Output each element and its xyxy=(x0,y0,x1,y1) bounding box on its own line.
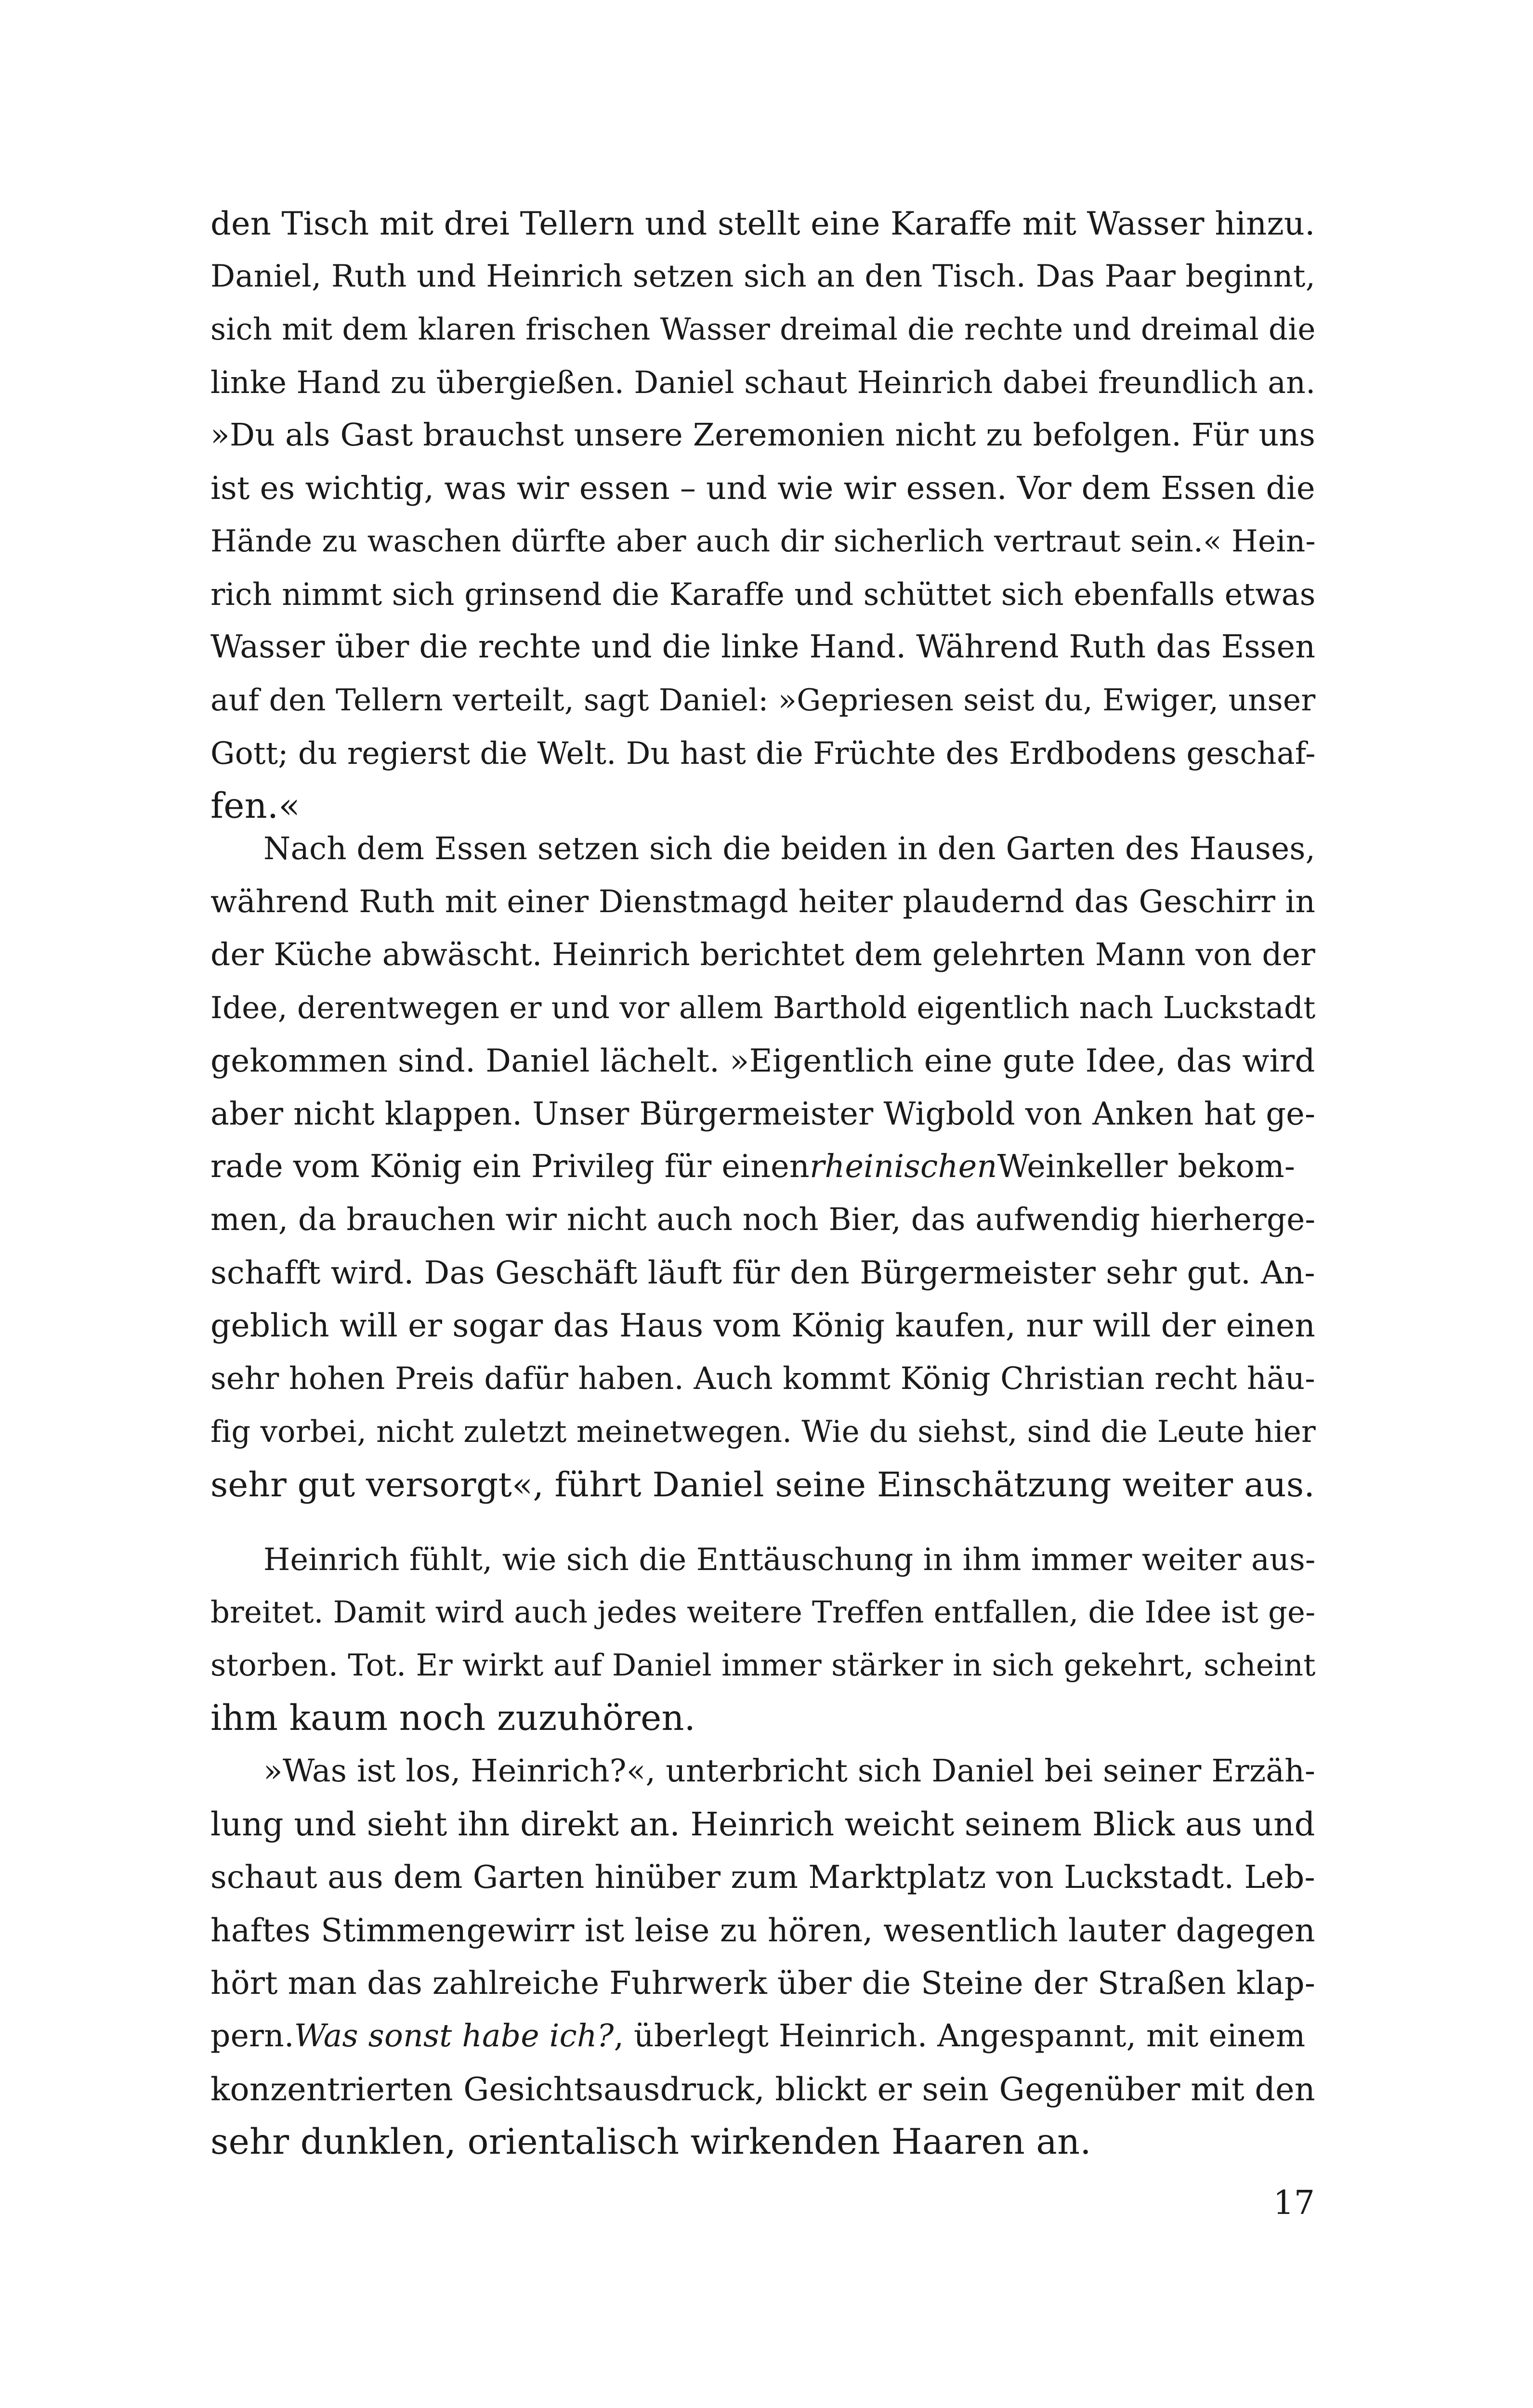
text-segment: sehr dunklen, orientalisch wirkenden Haaren an. xyxy=(210,2121,1091,2162)
text-line xyxy=(210,356,1315,409)
text-segment: , überlegt Heinrich. Angespannt, mit einem xyxy=(614,2018,1306,2054)
text-segment: Heinrich fühlt, wie sich die Enttäuschung in ihm immer weiter aus- xyxy=(263,1542,1316,1577)
text-line xyxy=(210,1904,1315,1957)
text-segment: ihm kaum noch zuzuhören. xyxy=(210,1698,696,1739)
text-segment: storben. Tot. Er wirkt auf Daniel immer stärker in sich gekehrt, scheint xyxy=(210,1648,1316,1683)
text-segment: Daniel, Ruth und Heinrich setzen sich an den Tisch. Das Paar beginnt, xyxy=(210,259,1316,294)
text-line xyxy=(210,1352,1315,1405)
text-segment: breitet. Damit wird auch jedes weitere Treffen entfallen, die Idee ist ge- xyxy=(210,1595,1316,1630)
text-segment: Weinkeller bekom- xyxy=(997,1149,1296,1185)
text-line xyxy=(210,568,1315,621)
paragraph-1 xyxy=(210,197,1315,833)
text-segment: Wasser über die rechte und die linke Hand. Während Ruth das Essen xyxy=(210,629,1316,665)
text-segment: men, da brauchen wir nicht auch noch Bier, das aufwendig hierherge- xyxy=(210,1202,1316,1238)
text-line xyxy=(210,1193,1315,1246)
text-segment: sich mit dem klaren frischen Wasser dreimal die rechte und dreimal die xyxy=(210,312,1316,347)
text-line xyxy=(210,929,1315,982)
text-line xyxy=(210,823,1315,876)
text-line xyxy=(210,2010,1315,2063)
text-line xyxy=(210,1140,1315,1193)
text-segment: den Tisch mit drei Tellern und stellt eine Karaffe mit Wasser hinzu. xyxy=(210,205,1315,242)
text-line xyxy=(210,1639,1315,1692)
text-segment: Nach dem Essen setzen sich die beiden in den Garten des Hauses, xyxy=(263,831,1316,867)
text-line xyxy=(210,621,1315,674)
text-line xyxy=(210,876,1315,929)
text-segment: schaut aus dem Garten hinüber zum Marktplatz von Luckstadt. Leb- xyxy=(210,1859,1315,1896)
text-segment: haftes Stimmengewirr ist leise zu hören, wesentlich lauter dagegen xyxy=(210,1911,1315,1949)
text-line xyxy=(210,462,1315,515)
text-segment: gekommen sind. Daniel lächelt. »Eigentlich eine gute Idee, das wird xyxy=(210,1042,1315,1079)
text-line xyxy=(210,982,1315,1034)
text-segment: auf den Tellern verteilt, sagt Daniel: »Gepriesen seist du, Ewiger, unser xyxy=(210,682,1316,718)
text-segment: sehr gut versorgt«, führt Daniel seine Einschätzung weiter aus. xyxy=(210,1465,1315,1505)
text-segment: sehr hohen Preis dafür haben. Auch kommt König Christian recht häu- xyxy=(210,1361,1315,1397)
paragraph-3 xyxy=(210,1533,1315,2169)
text-line xyxy=(210,674,1315,727)
text-line xyxy=(210,1745,1315,1798)
text-segment: linke Hand zu übergießen. Daniel schaut Heinrich dabei freundlich an. xyxy=(210,365,1316,400)
text-line xyxy=(210,1957,1315,2010)
paragraph-2 xyxy=(210,823,1315,1511)
text-line xyxy=(210,2063,1315,2116)
text-segment: »Was ist los, Heinrich?«, unterbricht sich Daniel bei seiner Erzäh- xyxy=(263,1753,1316,1789)
text-segment: rade vom König ein Privileg für einen xyxy=(210,1149,810,1185)
text-line xyxy=(210,1299,1315,1352)
text-segment: fen.« xyxy=(210,785,301,826)
text-segment: schafft wird. Das Geschäft läuft für den Bürgermeister sehr gut. An- xyxy=(210,1254,1315,1291)
text-segment: fig vorbei, nicht zuletzt meinetwegen. Wie du siehst, sind die Leute hier xyxy=(210,1414,1316,1449)
text-line xyxy=(210,1692,1315,1745)
text-line xyxy=(210,1798,1315,1851)
text-line xyxy=(210,1586,1315,1639)
text-segment: ist es wichtig, was wir essen – und wie wir essen. Vor dem Essen die xyxy=(210,470,1315,507)
text-line xyxy=(210,303,1315,356)
text-line xyxy=(210,250,1315,303)
text-line xyxy=(210,1246,1315,1299)
italic-text-segment: rheinischen xyxy=(809,1149,997,1185)
text-segment: »Du als Gast brauchst unsere Zeremonien nicht zu befolgen. Für uns xyxy=(210,417,1316,453)
text-segment: der Küche abwäscht. Heinrich berichtet dem gelehrten Mann von der xyxy=(210,937,1316,973)
text-segment: Gott; du regierst die Welt. Du hast die Früchte des Erdbodens geschaf- xyxy=(210,735,1316,771)
text-segment: während Ruth mit einer Dienstmagd heiter plaudernd das Geschirr in xyxy=(210,884,1316,920)
text-segment: geblich will er sogar das Haus vom König kaufen, nur will der einen xyxy=(210,1307,1316,1344)
text-segment: hört man das zahlreiche Fuhrwerk über die Steine der Straßen klap- xyxy=(210,1965,1316,2002)
text-segment: pern. xyxy=(210,2018,294,2054)
text-line xyxy=(210,1034,1315,1087)
text-line xyxy=(210,197,1315,250)
text-line xyxy=(210,1851,1315,1904)
text-line xyxy=(210,1458,1315,1511)
text-line xyxy=(210,515,1315,568)
text-line xyxy=(210,1405,1315,1458)
page-number: 17 xyxy=(1273,2184,1315,2222)
text-segment: Idee, derentwegen er und vor allem Barthold eigentlich nach Luckstadt xyxy=(210,990,1316,1025)
text-line xyxy=(210,409,1315,462)
text-segment: lung und sieht ihn direkt an. Heinrich weicht seinem Blick aus und xyxy=(210,1806,1315,1843)
text-segment: aber nicht klappen. Unser Bürgermeister Wigbold von Anken hat ge- xyxy=(210,1096,1316,1132)
text-line xyxy=(210,2116,1315,2169)
italic-text-segment: Was sonst habe ich? xyxy=(294,2018,614,2054)
text-line xyxy=(210,727,1315,780)
text-segment: Hände zu waschen dürfte aber auch dir sicherlich vertraut sein.« Hein- xyxy=(210,523,1316,559)
text-segment: rich nimmt sich grinsend die Karaffe und schüttet sich ebenfalls etwas xyxy=(210,576,1316,612)
text-line xyxy=(210,1087,1315,1140)
text-line xyxy=(210,1533,1315,1586)
text-segment: konzentrierten Gesichtsausdruck, blickt er sein Gegenüber mit den xyxy=(210,2070,1315,2108)
